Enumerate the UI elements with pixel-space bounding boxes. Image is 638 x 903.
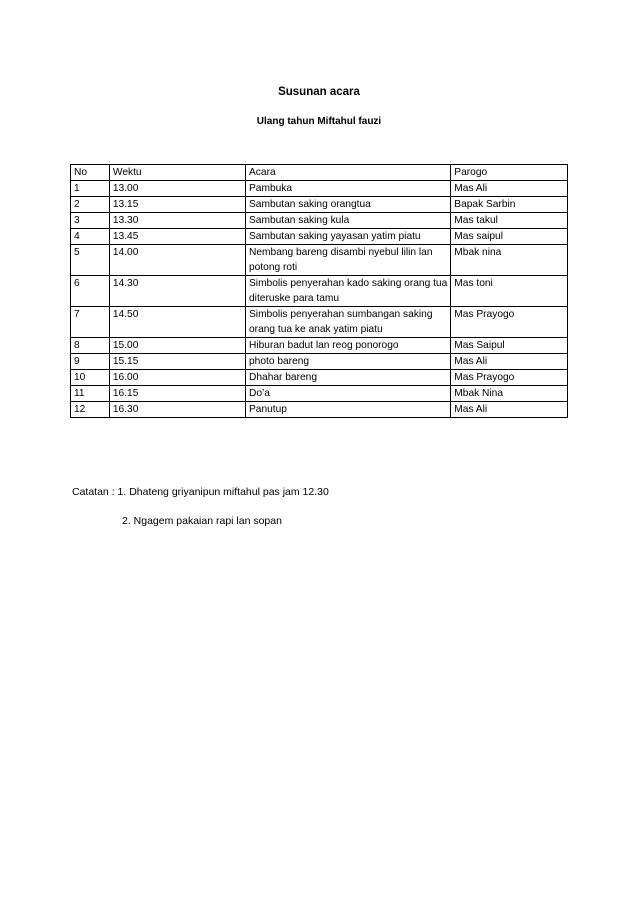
header-parogo: Parogo	[451, 165, 568, 181]
cell-parogo: Mas Saipul	[451, 338, 568, 354]
cell-wektu: 16.15	[109, 386, 245, 402]
cell-parogo: Mas Ali	[451, 354, 568, 370]
cell-no: 9	[71, 354, 110, 370]
cell-parogo: Bapak Sarbin	[451, 197, 568, 213]
cell-parogo: Mas Prayogo	[451, 370, 568, 386]
cell-no: 7	[71, 307, 110, 338]
cell-parogo: Mbak nina	[451, 245, 568, 276]
table-row	[71, 354, 568, 370]
cell-no: 6	[71, 276, 110, 307]
cell-parogo: Mas Ali	[451, 402, 568, 418]
cell-acara: photo bareng	[246, 354, 451, 370]
cell-acara: Sambutan saking yayasan yatim piatu	[246, 229, 451, 245]
header-acara: Acara	[246, 165, 451, 181]
cell-no: 3	[71, 213, 110, 229]
cell-acara: Dhahar bareng	[246, 370, 451, 386]
cell-no: 1	[71, 181, 110, 197]
table-row	[71, 370, 568, 386]
document-title: Susunan acara	[278, 86, 360, 98]
cell-no: 5	[71, 245, 110, 276]
table-row	[71, 213, 568, 229]
table-header-row	[71, 165, 568, 181]
cell-wektu: 13.00	[109, 181, 245, 197]
cell-parogo: Mas Prayogo	[451, 307, 568, 338]
cell-acara: Do’a	[246, 386, 451, 402]
cell-no: 2	[71, 197, 110, 213]
cell-wektu: 15.00	[109, 338, 245, 354]
cell-acara: Sambutan saking orangtua	[246, 197, 451, 213]
table-row	[71, 338, 568, 354]
note-line-1: Catatan : 1. Dhateng griyanipun miftahul pas jam 12.30	[72, 486, 329, 498]
note-line-2: 2. Ngagem pakaian rapi lan sopan	[122, 515, 282, 527]
table-row	[71, 181, 568, 197]
table-row	[71, 386, 568, 402]
cell-parogo: Mas saipul	[451, 229, 568, 245]
cell-wektu: 14.30	[109, 276, 245, 307]
cell-acara: Hiburan badut lan reog ponorogo	[246, 338, 451, 354]
cell-no: 4	[71, 229, 110, 245]
header-no: No	[71, 165, 110, 181]
cell-acara: Panutup	[246, 402, 451, 418]
cell-wektu: 16.00	[109, 370, 245, 386]
table-row	[71, 307, 568, 338]
header-wektu: Wektu	[109, 165, 245, 181]
cell-acara: Simbolis penyerahan kado saking orang tua diteruske para tamu	[246, 276, 451, 307]
cell-parogo: Mas toni	[451, 276, 568, 307]
table-row	[71, 197, 568, 213]
cell-acara: Nembang bareng disambi nyebul lilin lan potong roti	[246, 245, 451, 276]
schedule-table	[70, 164, 568, 418]
table-row	[71, 245, 568, 276]
cell-parogo: Mbak Nina	[451, 386, 568, 402]
cell-no: 8	[71, 338, 110, 354]
document-subtitle: Ulang tahun Miftahul fauzi	[256, 116, 382, 127]
cell-acara: Simbolis penyerahan sumbangan saking orang tua ke anak yatim piatu	[246, 307, 451, 338]
table-row	[71, 402, 568, 418]
cell-no: 10	[71, 370, 110, 386]
cell-acara: Pambuka	[246, 181, 451, 197]
cell-wektu: 14.00	[109, 245, 245, 276]
table-row	[71, 276, 568, 307]
cell-parogo: Mas takul	[451, 213, 568, 229]
cell-acara: Sambutan saking kula	[246, 213, 451, 229]
table-row	[71, 229, 568, 245]
cell-no: 12	[71, 402, 110, 418]
cell-wektu: 14.50	[109, 307, 245, 338]
cell-parogo: Mas Ali	[451, 181, 568, 197]
cell-wektu: 15.15	[109, 354, 245, 370]
cell-wektu: 16.30	[109, 402, 245, 418]
cell-no: 11	[71, 386, 110, 402]
cell-wektu: 13.30	[109, 213, 245, 229]
cell-wektu: 13.45	[109, 229, 245, 245]
cell-wektu: 13.15	[109, 197, 245, 213]
